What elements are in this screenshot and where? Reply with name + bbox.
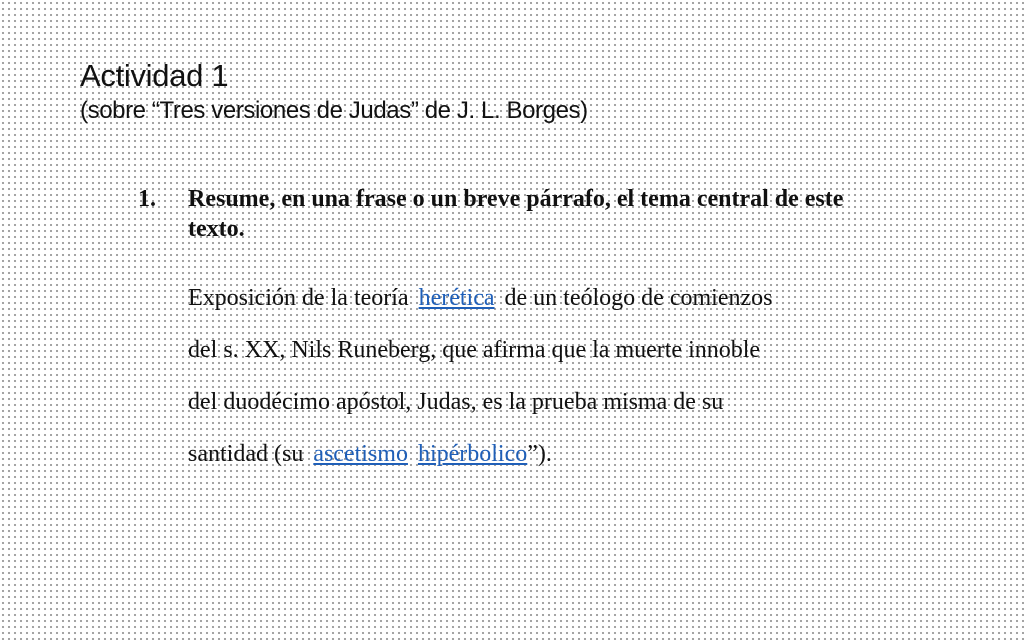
answer-line-1 [188, 272, 898, 324]
answer-text: de un teólogo de comienzos [504, 285, 773, 311]
question-number: 1. [138, 186, 156, 212]
answer-text: Exposición de la teoría [188, 285, 409, 311]
answer-line-2: del s. XX, Nils Runeberg, que afirma que la muerte innoble [188, 337, 761, 363]
answer-text: santidad (su [188, 441, 304, 467]
slide-title-block [80, 56, 980, 126]
question-text: Resume, en una frase o un breve párrafo, el tema central de este texto. [188, 186, 844, 242]
activity-content [138, 184, 898, 480]
slide-title: Actividad 1 [80, 58, 229, 93]
slide-subtitle: (sobre “Tres versiones de Judas” de J. L. Borges) [80, 97, 588, 124]
answer-paragraph [188, 272, 898, 480]
answer-line-4 [188, 428, 898, 480]
heretica-link[interactable]: herética [418, 285, 495, 311]
question-item [138, 184, 898, 244]
answer-text: ”). [527, 441, 552, 467]
answer-line-3: del duodécimo apóstol, Judas, es la prueba misma de su [188, 389, 724, 415]
ascetismo-link[interactable]: ascetismo [313, 441, 408, 467]
hiperbolico-link[interactable]: hipérbolico [417, 441, 528, 467]
